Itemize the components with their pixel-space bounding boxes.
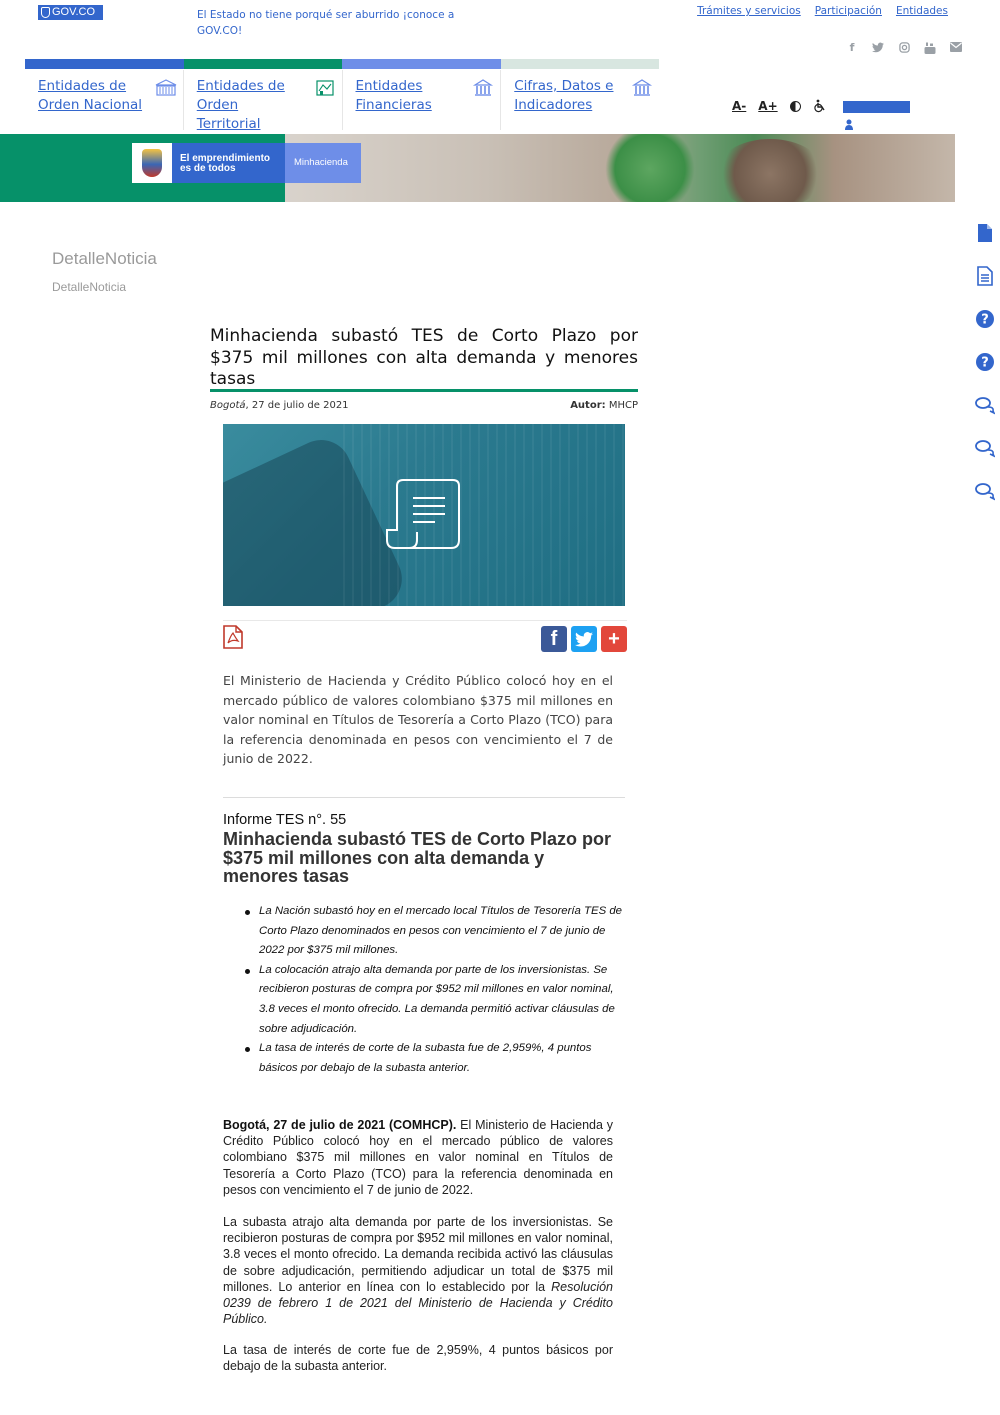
- list-item: La colocación atrajo alta demanda por parte de los inversionistas. Se recibieron posturas de compra por $952 mil millones en valor nominal, 3.8 veces el monto ofrecido. La demanda permitió activar cláusulas de sobre adjudicación.: [243, 961, 623, 1039]
- nav-item-label[interactable]: Cifras, Datos e Indicadores: [514, 78, 614, 113]
- govco-logo[interactable]: GOV.CO: [38, 5, 103, 20]
- author-name: MHCP: [608, 400, 638, 411]
- twitter-share-button[interactable]: [571, 626, 597, 652]
- receipt-icon: [383, 476, 463, 552]
- social-links: [846, 42, 962, 54]
- contrast-icon[interactable]: [790, 101, 801, 112]
- crest-shield: [142, 149, 162, 177]
- facebook-share-button[interactable]: [541, 626, 567, 652]
- link-tramites[interactable]: Trámites y servicios: [697, 5, 801, 17]
- article-headline: Minhacienda subastó TES de Corto Plazo por $375 mil millones con alta demanda y menores tasas: [210, 326, 638, 389]
- document-lines-icon[interactable]: [975, 266, 995, 286]
- login-button[interactable]: [843, 101, 910, 113]
- banner-photo: [285, 134, 955, 202]
- headline-divider: [210, 389, 638, 392]
- font-increase-button[interactable]: A+: [758, 99, 778, 113]
- article-date: [210, 400, 349, 411]
- chat-icon[interactable]: [975, 481, 995, 501]
- accessibility-bar: [732, 99, 827, 113]
- svg-text:?: ?: [981, 312, 989, 328]
- article-author: [570, 400, 638, 411]
- report-number: Informe TES n°. 55: [223, 812, 347, 828]
- question-icon[interactable]: [975, 352, 995, 372]
- document-icon[interactable]: [975, 223, 995, 243]
- color-bar-grey: [501, 59, 660, 69]
- link-participacion[interactable]: Participación: [814, 5, 882, 17]
- color-bar-green: [184, 59, 343, 69]
- key-points-list: [243, 902, 623, 1078]
- nav-item-financieras[interactable]: [343, 70, 502, 130]
- banner-photo-shape: [715, 139, 825, 202]
- list-item: La tasa de interés de corte de la subasta fue de 2,959%, 4 puntos básicos por debajo de la subasta anterior.: [243, 1039, 623, 1078]
- list-item: La Nación subastó hoy en el mercado local Títulos de Tesorería TES de Corto Plazo denominados en pesos con vencimiento el 7 de junio de 2022 por $375 mil millones.: [243, 902, 623, 961]
- nav-item-orden-territorial[interactable]: [184, 70, 343, 130]
- paragraph-text: La subasta atrajo alta demanda por parte de los inversionistas. Se recibieron posturas de compra por $952 mil millones en valor nominal, 3.8 veces el monto ofrecido. La demanda recibida activó las cláusulas de sobre adjudicación, permitiendo adjudicar un total de $375 mil millones. Lo anterior en línea con lo establecido por la: [223, 1215, 613, 1294]
- more-share-button[interactable]: [601, 626, 627, 652]
- article-date-text: , 27 de julio de 2021: [245, 400, 349, 411]
- slogan-line2: es de todos: [180, 163, 236, 174]
- minhacienda-logo[interactable]: [132, 143, 361, 183]
- body-paragraph: [223, 1214, 613, 1327]
- paragraph-text: El Ministerio de Hacienda y Crédito Público colocó hoy en el mercado público de valores colombiano $375 mil millones en valor nominal en Títulos de Tesorería a Corto Plazo (TCO) para la referencia denominada en pesos con vencimiento el 7 de junio de 2022.: [223, 1118, 613, 1197]
- font-decrease-button[interactable]: A-: [732, 99, 747, 113]
- facebook-icon: f: [550, 628, 558, 650]
- banner-slogan: [172, 143, 285, 183]
- article-hero-image: [223, 424, 625, 606]
- report-title: Minhacienda subastó TES de Corto Plazo por $375 mil millones con alta demanda y menores tasas: [223, 829, 612, 886]
- page-title: DetalleNoticia: [52, 249, 157, 268]
- article-city: Bogotá: [210, 400, 246, 411]
- body-paragraph: La tasa de interés de corte fue de 2,959%, 4 puntos básicos por debajo de la subasta anterior.: [223, 1343, 613, 1374]
- map-building-icon: [314, 79, 336, 97]
- breadcrumb[interactable]: DetalleNoticia: [52, 280, 127, 294]
- color-bar: [25, 59, 659, 69]
- header-banner: [0, 134, 1000, 202]
- nav-item-label[interactable]: Entidades de Orden Territorial: [196, 78, 285, 132]
- nav-item-label[interactable]: Entidades de Orden Nacional: [38, 78, 143, 113]
- color-bar-lightblue: [342, 59, 501, 69]
- nav-item-label[interactable]: Entidades Financieras: [355, 78, 432, 113]
- section-divider: [223, 797, 625, 798]
- dateline: Bogotá, 27 de julio de 2021 (COMHCP).: [223, 1118, 457, 1132]
- banner-entity-name: Minhacienda: [285, 143, 361, 183]
- color-bar-blue: [25, 59, 184, 69]
- govco-tagline: El Estado no tiene porqué ser aburrido ¡conoce a GOV.CO!: [197, 9, 455, 37]
- instagram-icon[interactable]: [898, 42, 910, 54]
- article-lead: El Ministerio de Hacienda y Crédito Público colocó hoy en el mercado público de valores colombiano $375 mil millones en valor nominal en Títulos de Tesorería a Corto Plazo (TCO) para la referencia denominada en pesos con vencimiento el 7 de junio de 2022.: [223, 673, 613, 767]
- author-label: Autor:: [570, 400, 606, 411]
- email-icon[interactable]: [950, 42, 962, 54]
- colombia-crest-icon: [132, 143, 172, 183]
- top-links: [697, 5, 948, 17]
- nav-item-orden-nacional[interactable]: [25, 70, 184, 130]
- chat-icon[interactable]: [975, 438, 995, 458]
- youtube-icon[interactable]: [924, 42, 936, 54]
- svg-text:?: ?: [981, 355, 989, 371]
- building-icon: [155, 79, 177, 97]
- banner-photo-shape: [605, 134, 695, 202]
- nav-item-cifras[interactable]: [501, 70, 659, 130]
- bank-icon: [472, 79, 494, 97]
- body-paragraph: [223, 1117, 613, 1198]
- entity-nav: [25, 70, 659, 130]
- article-meta: [210, 400, 638, 411]
- chat-icon[interactable]: [975, 395, 995, 415]
- facebook-icon[interactable]: f: [849, 41, 855, 54]
- twitter-icon[interactable]: [872, 42, 884, 54]
- pdf-icon[interactable]: [223, 625, 243, 649]
- share-bar: [223, 620, 627, 654]
- bank-icon: [631, 79, 653, 97]
- link-entidades[interactable]: Entidades: [895, 5, 948, 17]
- user-icon: [845, 119, 853, 130]
- question-icon[interactable]: [975, 309, 995, 329]
- shield-icon: [41, 7, 50, 18]
- plus-icon: +: [608, 628, 620, 650]
- twitter-icon: [575, 632, 593, 647]
- wheelchair-icon[interactable]: [813, 99, 827, 113]
- resolution-reference: Resolución 0239 de febrero 1 de 2021 del Ministerio de Hacienda y Crédito Público.: [223, 1279, 613, 1327]
- slogan-line1: El emprendimiento: [180, 153, 271, 164]
